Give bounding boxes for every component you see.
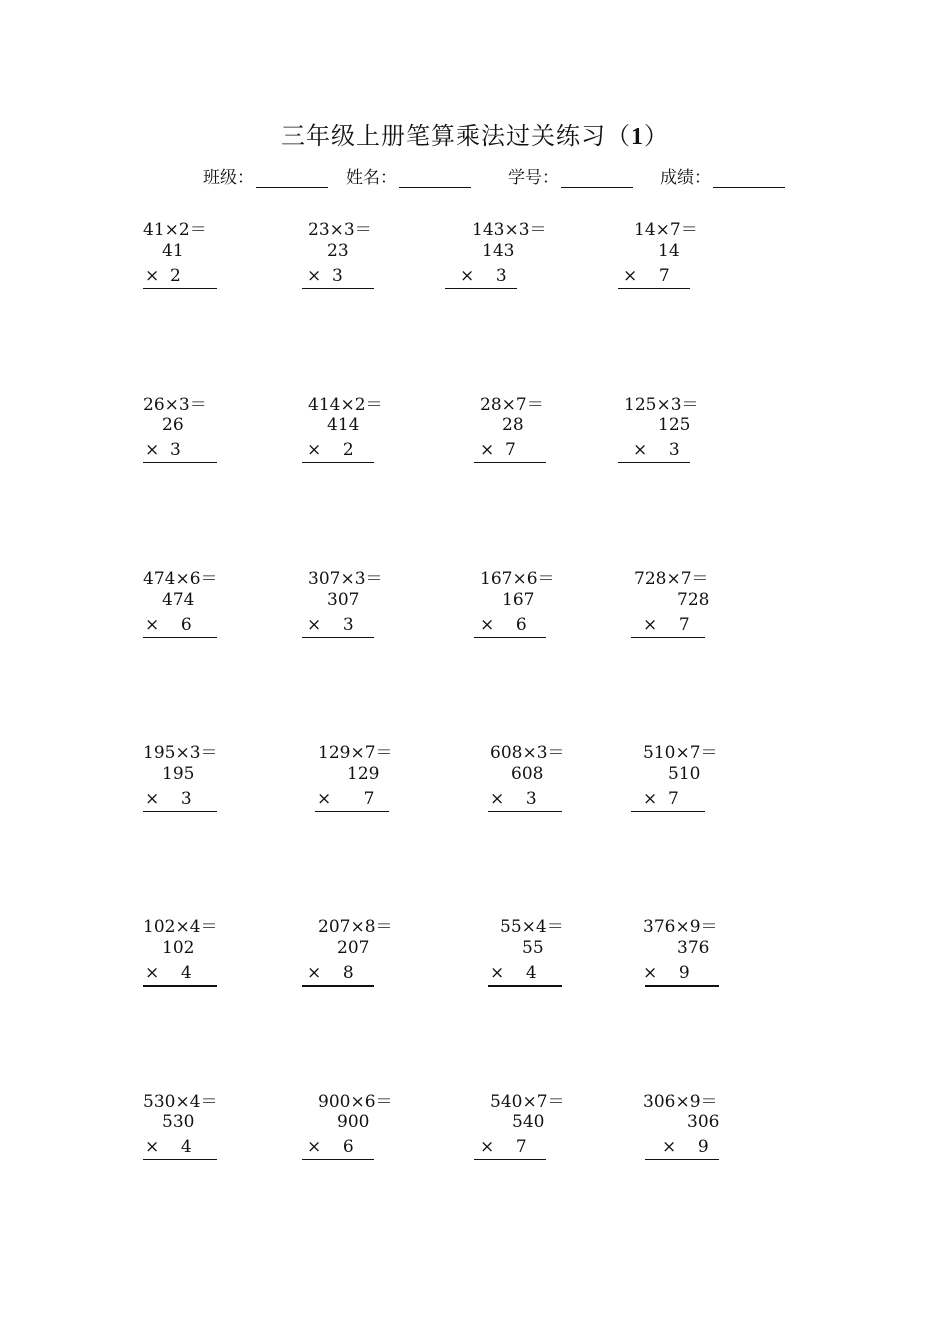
- id-label: 学号：: [508, 168, 559, 188]
- problem-multiplier: × 7: [480, 1137, 527, 1157]
- class-field: [203, 163, 328, 188]
- score-blank[interactable]: [713, 167, 785, 188]
- problem-equation: 540×7＝: [490, 1092, 565, 1112]
- problem-equation: 608×3＝: [490, 743, 565, 763]
- problem-multiplicand: 530: [162, 1112, 195, 1132]
- problem-equation: 376×9＝: [643, 917, 718, 937]
- answer-line: [474, 637, 546, 638]
- problem-multiplicand: 14: [658, 241, 680, 261]
- score-label: 成绩：: [660, 168, 711, 188]
- problem-multiplier: × 3: [490, 789, 537, 809]
- problem-multiplicand: 306: [687, 1112, 720, 1132]
- answer-line: [302, 1159, 374, 1160]
- page-title: [0, 116, 950, 151]
- problem-multiplicand: 143: [482, 241, 515, 261]
- problem-multiplicand: 728: [677, 590, 710, 610]
- problem-multiplier: × 7: [317, 789, 375, 809]
- title-close: ）: [644, 122, 669, 150]
- class-label: 班级：: [203, 168, 254, 188]
- problem-multiplier: × 7: [623, 266, 670, 286]
- problem-equation: 306×9＝: [643, 1092, 718, 1112]
- problem-multiplier: × 6: [145, 615, 192, 635]
- problem-multiplier: × 3: [633, 440, 680, 460]
- problem-multiplicand: 540: [512, 1112, 545, 1132]
- class-blank[interactable]: [256, 167, 328, 188]
- problem-equation: 28×7＝: [480, 395, 544, 415]
- answer-line: [445, 288, 517, 289]
- answer-line: [488, 985, 562, 987]
- problem-multiplier: × 9: [643, 963, 690, 983]
- problem-equation: 125×3＝: [624, 395, 699, 415]
- answer-line: [143, 288, 217, 289]
- answer-line: [618, 462, 690, 463]
- problem-equation: 143×3＝: [472, 220, 547, 240]
- id-field: [508, 163, 633, 188]
- problem-multiplicand: 207: [337, 938, 370, 958]
- problem-multiplier: × 6: [307, 1137, 354, 1157]
- problem-multiplicand: 474: [162, 590, 195, 610]
- answer-line: [645, 1159, 719, 1160]
- answer-line: [631, 637, 705, 638]
- problem-multiplicand: 125: [658, 415, 691, 435]
- problem-equation: 102×4＝: [143, 917, 218, 937]
- problem-equation: 23×3＝: [308, 220, 372, 240]
- id-blank[interactable]: [561, 167, 633, 188]
- problem-multiplicand: 28: [502, 415, 524, 435]
- title-text: 三年级上册笔算乘法过关练习（: [281, 122, 631, 150]
- name-label: 姓名：: [346, 168, 397, 188]
- problem-equation: 167×6＝: [480, 569, 555, 589]
- problem-multiplier: × 9: [662, 1137, 709, 1157]
- problem-equation: 530×4＝: [143, 1092, 218, 1112]
- score-field: [660, 163, 785, 188]
- problem-equation: 414×2＝: [308, 395, 383, 415]
- problem-multiplicand: 167: [502, 590, 535, 610]
- problem-equation: 14×7＝: [634, 220, 698, 240]
- name-field: [346, 163, 471, 188]
- answer-line: [302, 288, 374, 289]
- problem-equation: 195×3＝: [143, 743, 218, 763]
- problem-equation: 474×6＝: [143, 569, 218, 589]
- problem-multiplicand: 900: [337, 1112, 370, 1132]
- problem-multiplier: × 7: [643, 789, 679, 809]
- answer-line: [302, 462, 374, 463]
- problem-equation: 900×6＝: [318, 1092, 393, 1112]
- problem-equation: 129×7＝: [318, 743, 393, 763]
- problem-multiplicand: 26: [162, 415, 184, 435]
- problem-equation: 307×3＝: [308, 569, 383, 589]
- problem-multiplier: × 3: [145, 440, 181, 460]
- problem-multiplicand: 608: [511, 764, 544, 784]
- answer-line: [488, 811, 562, 812]
- problem-multiplier: × 4: [145, 963, 192, 983]
- problem-multiplier: × 3: [307, 615, 354, 635]
- answer-line: [143, 462, 217, 463]
- problem-multiplier: × 6: [480, 615, 527, 635]
- problem-equation: 207×8＝: [318, 917, 393, 937]
- title-number: 1: [631, 124, 644, 150]
- problem-equation: 41×2＝: [143, 220, 207, 240]
- problem-multiplier: × 7: [643, 615, 690, 635]
- problem-multiplicand: 195: [162, 764, 195, 784]
- answer-line: [474, 1159, 546, 1160]
- answer-line: [143, 985, 217, 987]
- answer-line: [315, 811, 389, 812]
- problem-multiplier: × 4: [490, 963, 537, 983]
- problem-equation: 26×3＝: [143, 395, 207, 415]
- name-blank[interactable]: [399, 167, 471, 188]
- answer-line: [645, 985, 719, 987]
- answer-line: [631, 811, 705, 812]
- problem-multiplicand: 23: [327, 241, 349, 261]
- answer-line: [302, 985, 374, 987]
- problem-multiplicand: 376: [677, 938, 710, 958]
- problem-multiplicand: 414: [327, 415, 360, 435]
- answer-line: [143, 637, 217, 638]
- problem-multiplier: × 7: [480, 440, 516, 460]
- problem-multiplicand: 510: [668, 764, 701, 784]
- answer-line: [143, 811, 217, 812]
- problem-multiplier: × 2: [307, 440, 354, 460]
- problem-multiplier: × 3: [460, 266, 507, 286]
- problem-equation: 55×4＝: [500, 917, 564, 937]
- problem-multiplicand: 102: [162, 938, 195, 958]
- answer-line: [618, 288, 690, 289]
- answer-line: [143, 1159, 217, 1160]
- answer-line: [302, 637, 374, 638]
- problem-multiplicand: 55: [522, 938, 544, 958]
- problem-multiplier: × 4: [145, 1137, 192, 1157]
- problem-multiplier: × 3: [145, 789, 192, 809]
- problem-multiplier: × 2: [145, 266, 181, 286]
- problem-equation: 728×7＝: [634, 569, 709, 589]
- problem-multiplier: × 3: [307, 266, 343, 286]
- problem-multiplicand: 307: [327, 590, 360, 610]
- problem-equation: 510×7＝: [643, 743, 718, 763]
- problem-multiplier: × 8: [307, 963, 354, 983]
- problem-multiplicand: 129: [347, 764, 380, 784]
- answer-line: [474, 462, 546, 463]
- problem-multiplicand: 41: [162, 241, 184, 261]
